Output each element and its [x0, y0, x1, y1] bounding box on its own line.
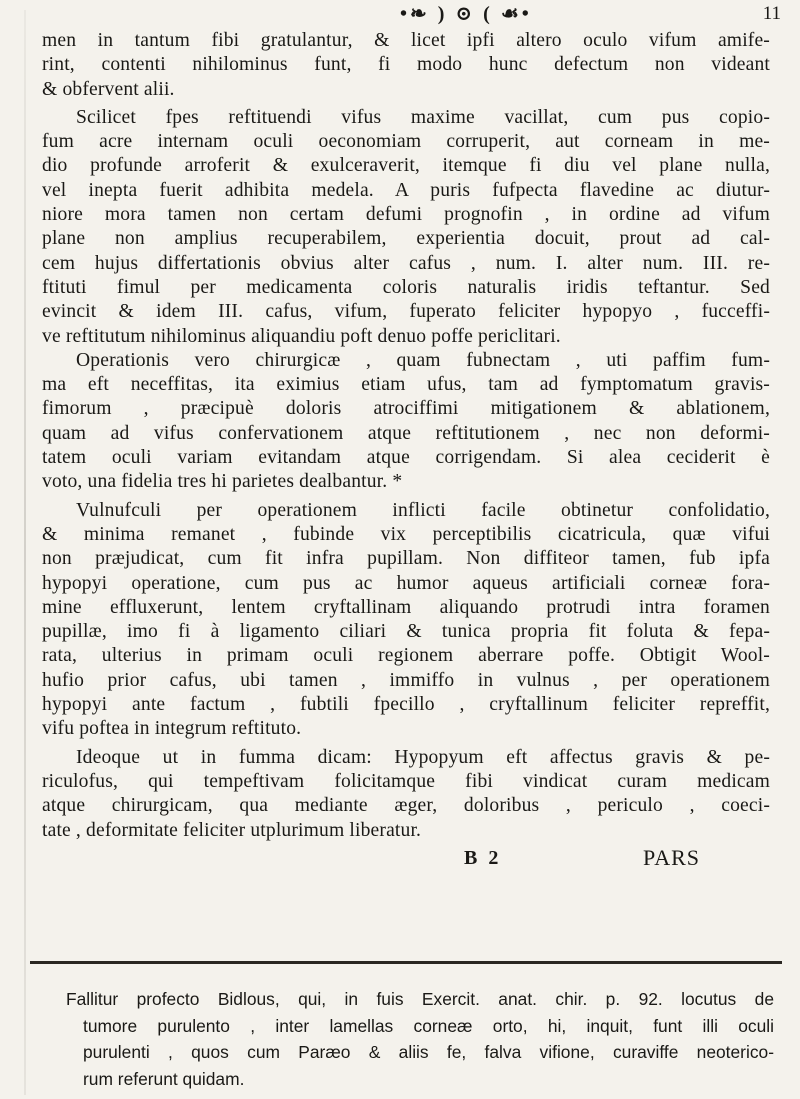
- text-line: plane non amplius recuperabilem, experientia docuit, prout ad cal-: [42, 228, 770, 250]
- text-line: Ideoque ut in fumma dicam: Hypopyum eft affectus gravis & pe-: [76, 746, 770, 768]
- text-line: tate , deformitate feliciter utplurimum liberatur.: [42, 819, 422, 841]
- text-line: mine effluxerunt, lentem cryftallinam aliquando protrudi intra foramen: [42, 596, 770, 618]
- text-line: fum acre internam oculi oeconomiam corruperit, aut corneam in me-: [42, 131, 770, 153]
- text-line: ve reftitutum nihilominus aliquandiu poft denuo poffe periclitari.: [42, 325, 561, 347]
- signature-row: [42, 845, 770, 877]
- paragraph: [42, 29, 770, 102]
- page-number: 11: [762, 3, 781, 24]
- text-line: & minima remanet , fubinde vix perceptibilis cicatricula, quæ vifui: [42, 523, 770, 545]
- text-line: evincit & idem III. cafus, vifum, fuperato feliciter hypopyo , fucceffi-: [42, 301, 770, 323]
- text-line: Operationis vero chirurgicæ , quam fubnectam , uti paffim fum-: [76, 349, 770, 371]
- text-line: ftituti fimul per medicamenta coloris naturalis iridis teftantur. Sed: [42, 276, 770, 298]
- text-line: rint, contenti nihilominus funt, fi modo hunc defectum non videant: [42, 54, 770, 76]
- page-header: [0, 0, 800, 30]
- catchword: PARS: [643, 844, 701, 870]
- header-ornament: •❧ ) ⊙ ( ☙•: [400, 3, 532, 25]
- body-text: [42, 29, 770, 877]
- paragraph: [42, 106, 770, 349]
- text-line: Scilicet fpes reftituendi vifus maxime vacillat, cum pus copio-: [76, 106, 770, 128]
- text-line: niore mora tamen non certam defumi prognofin , in ordine ad vifum: [42, 204, 770, 226]
- text-line: non præjudicat, cum fit infra pupillam. Non diffiteor tamen, fub ipfa: [42, 548, 770, 570]
- footnote-line: tumore purulento , inter lamellas corneæ orto, hi, inquit, funt illi oculi: [83, 1015, 774, 1036]
- text-line: voto, una fidelia tres hi parietes dealbantur. *: [42, 471, 403, 493]
- paragraph: [42, 499, 770, 742]
- text-line: hypopyi operatione, cum pus ac humor aqueus artificiali corneæ fora-: [42, 572, 770, 594]
- text-line: dio profunde arroferit & exulceraverit, itemque fi diu vel plane nulla,: [42, 155, 770, 177]
- text-line: pupillæ, imo fi à ligamento ciliari & tunica propria fit foluta & fepa-: [42, 621, 770, 643]
- text-line: vifu poftea in integrum reftituto.: [42, 718, 302, 740]
- text-line: cem hujus differtationis obvius alter cafus , num. I. alter num. III. re-: [42, 252, 770, 274]
- text-line: hypopyi ante factum , fubtili fpecillo , cryftallinum feliciter repreffit,: [42, 694, 770, 716]
- footnote: [66, 986, 774, 1092]
- text-line: riculofus, qui tempeftivam folicitamque fibi vindicat curam medicam: [42, 770, 770, 792]
- text-line: & obfervent alii.: [42, 78, 175, 100]
- footnote-line: Fallitur profecto Bidlous, qui, in fuis Exercit. anat. chir. p. 92. locutus de: [66, 989, 774, 1009]
- footnote-line: rum referunt quidam.: [83, 1068, 245, 1089]
- text-line: rata, ulterius in primam oculi regionem aberrare poffe. Obtigit Wool-: [42, 645, 770, 667]
- footnote-rule: [30, 961, 782, 964]
- text-line: Vulnufculi per operationem inflicti facile obtinetur confolidatio,: [76, 499, 770, 521]
- paragraph: [42, 349, 770, 495]
- paragraph: [42, 746, 770, 843]
- text-line: atque chirurgicam, qua mediante æger, doloribus , periculo , coeci-: [42, 795, 770, 817]
- text-line: hufio prior cafus, ubi tamen , immiffo in vulnus , per operationem: [42, 669, 770, 691]
- text-line: tatem oculi variam evitandam atque corrigendam. Si alea ceciderit è: [42, 447, 770, 469]
- footnote-line: purulenti , quos cum Paræo & aliis fe, falva vifione, curaviffe neoterico-: [83, 1042, 774, 1062]
- binding-gutter: [24, 10, 26, 1095]
- text-line: ma eft neceffitas, ita eximius etiam ufus, tam ad fymptomatum gravis-: [42, 374, 770, 396]
- signature-mark: B 2: [464, 846, 502, 869]
- text-line: quam ad vifus confervationem atque reftitutionem , nec non deformi-: [42, 422, 770, 444]
- text-line: vel inepta fuerit adhibita medela. A puris fufpecta flavedine ac diutur-: [42, 179, 770, 201]
- text-line: men in tantum fibi gratulantur, & licet ipfi altero oculo vifum amife-: [42, 30, 770, 51]
- text-line: fimorum , præcipuè doloris atrociffimi mitigationem & ablationem,: [42, 398, 770, 420]
